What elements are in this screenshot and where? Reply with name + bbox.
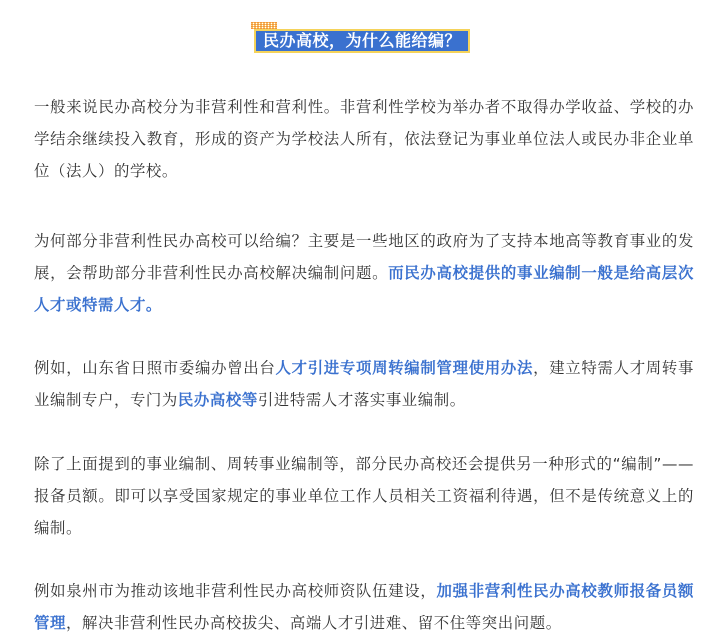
paragraph <box>34 448 694 544</box>
highlighted-text: 人才引进专项周转编制管理使用办法 <box>275 359 534 377</box>
paragraph-text: ，建立特需人才周转事业编制专户，专门为 <box>34 359 694 409</box>
paragraph-text: 例如，山东省日照市委编办曾出台 <box>34 359 276 377</box>
paragraph-text: 一般来说民办高校分为非营利性和营利性。非营利性学校为举办者不取得办学收益、学校的办学结余继续投入教育，形成的资产为学校法人所有，依法登记为事业单位法人或民办非企业单位（法人）的学校。 <box>34 98 694 180</box>
highlighted-text: 民办高校等 <box>177 391 258 409</box>
article-title: 民办高校，为什么能给编？ <box>254 29 470 53</box>
title-decoration <box>251 22 277 29</box>
paragraph-text: 除了上面提到的事业编制、周转事业编制等，部分民办高校还会提供另一种形式的“编制”——报备员额。即可以享受国家规定的事业单位工作人员相关工资福利待遇，但不是传统意义上的编制。 <box>34 455 694 537</box>
paragraph-text: 为何部分非营利性民办高校可以给编？主要是一些地区的政府为了支持本地高等教育事业的发展，会帮助部分非营利性民办高校解决编制问题。 <box>34 232 694 282</box>
paragraph <box>34 575 694 639</box>
highlighted-text: 加强非营利性民办高校教师报备员额管理 <box>34 582 694 632</box>
highlighted-text: 而民办高校提供的事业编制一般是给高层次人才或特需人才。 <box>34 264 694 314</box>
paragraph <box>34 91 694 187</box>
paragraph <box>34 352 694 416</box>
article-title-banner <box>251 22 470 54</box>
paragraph-text: 例如泉州市为推动该地非营利性民办高校师资队伍建设， <box>34 582 437 600</box>
paragraph-text: 引进特需人才落实事业编制。 <box>257 391 466 409</box>
paragraph <box>34 225 694 321</box>
paragraph-text: ，解决非营利性民办高校拔尖、高端人才引进难、留不住等突出问题。 <box>65 614 562 632</box>
